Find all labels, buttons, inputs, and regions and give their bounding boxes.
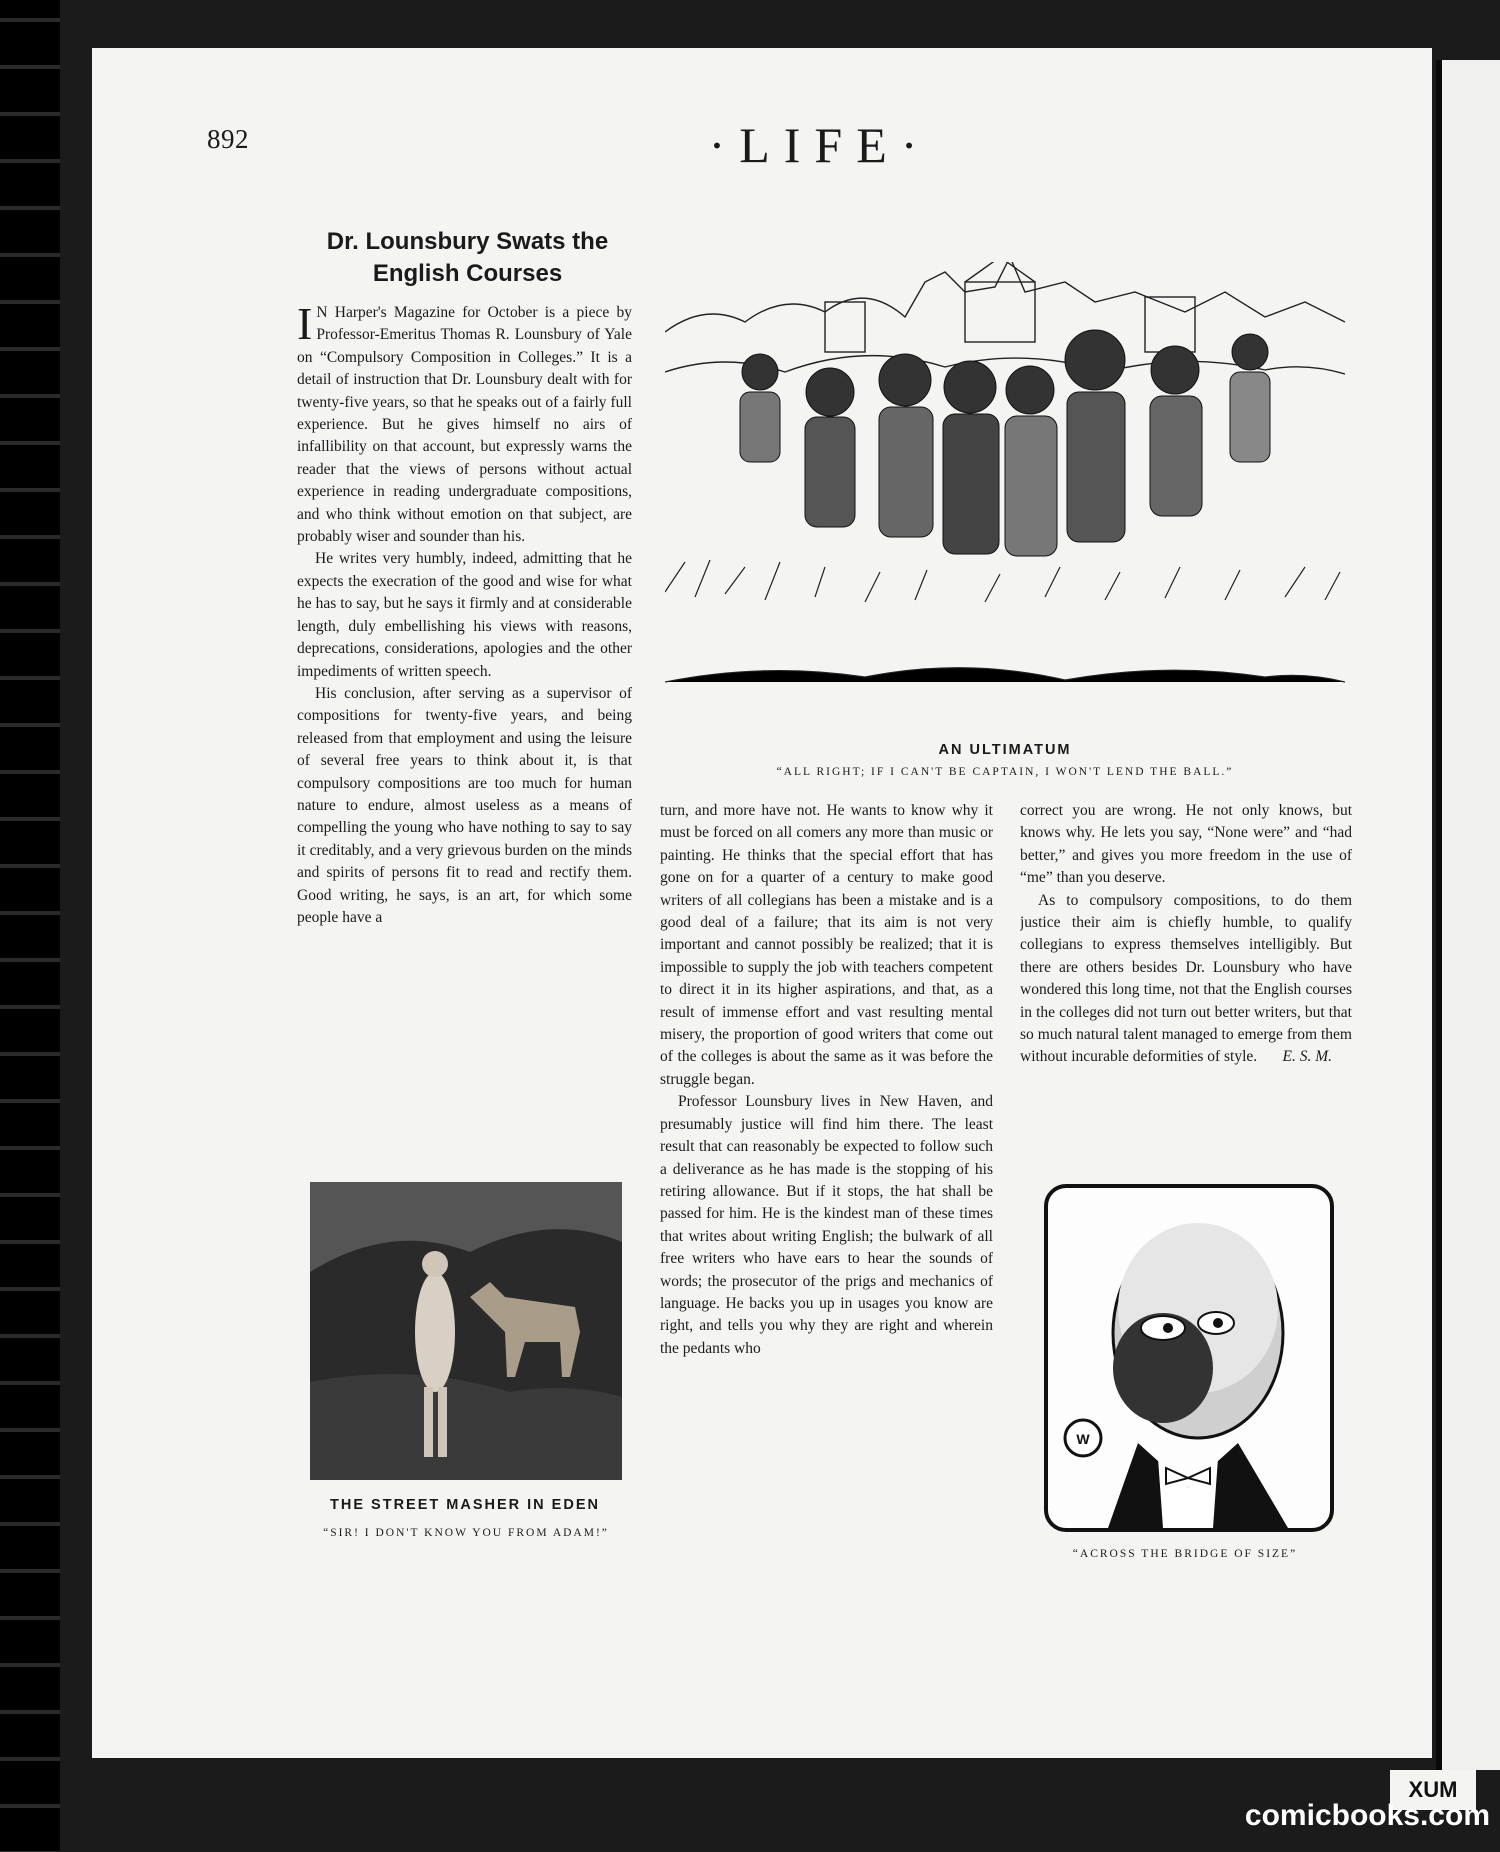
article-column-1 [297, 302, 632, 1158]
page-number: 892 [207, 124, 249, 154]
paragraph: I N Harper's Magazine for October is a piece by Professor-Emeritus Thomas R. Lounsbury of Yale on “Compulsory Composition in Colleges.” It is a detail of instruction that Dr. Lounsbury dealt with for twenty-five years, so that he speaks out of a fairly full experience. But he gives himself no airs of infallibility on that account, but expressly warns the reader that the views of persons without actual experience in reading undergraduate compositions, and who think without emotion on that subject, are probably wiser and sounder than his. [297, 302, 632, 546]
author-signature: E. S. M. [1282, 1048, 1332, 1066]
paragraph: Professor Lounsbury lives in New Haven, and presumably justice will find him there. The least result that can reasonably be expected to follow such a deliverance as he has made is the stopping of his retiring allowance. But if it stops, the hat shall be passed for him. He is the kindest man of these times that writes about writing English; the bulwark of all free writers who have ears to hear the sounds of words; the prosecutor of the prigs and mechanics of language. He backs you up in usages you know are right, and tells you why they are right and wherein the pedants who [660, 1093, 993, 1357]
next-page-edge [1436, 60, 1500, 1770]
paragraph: correct you are wrong. He not only knows, but knows why. He lets you say, “None were” and “had better,” and gives you more freedom in the use of “me” than you deserve. [1020, 802, 1352, 887]
eden-illustration [310, 1182, 622, 1480]
bridge-caption: “ACROSS THE BRIDGE OF SIZE” [1072, 1548, 1298, 1560]
ultimatum-cartoon [665, 262, 1345, 724]
site-watermark: comicbooks.com [1244, 1799, 1490, 1832]
bridge-portrait [1044, 1184, 1334, 1532]
ultimatum-title: AN ULTIMATUM [938, 742, 1072, 758]
eden-caption: “SIR! I DON'T KNOW YOU FROM ADAM!” [323, 1527, 609, 1539]
corner-mark: XUM [1390, 1770, 1476, 1810]
svg-text:W: W [1076, 1431, 1090, 1447]
scan-border [0, 0, 60, 1852]
masthead: ·LIFE· [708, 117, 932, 173]
article-column-3 [1020, 800, 1352, 1160]
paragraph: He writes very humbly, indeed, admitting that he expects the execration of the good and wise for what he has to say, but he says it firmly and at considerable length, duly embellishing his views with reasons, deprecations, considerations, apologies and the other impediments of written speech. [297, 550, 632, 680]
eden-title: THE STREET MASHER IN EDEN [330, 1497, 600, 1513]
paragraph: As to compulsory compositions, to do them justice their aim is chiefly humble, to qualify collegians to express themselves intelligibly. But there are others besides Dr. Lounsbury who have wondered this long time, not that the English courses in the colleges did not turn out better writers, but that so much natural talent managed to emerge from them without incurable deformities of style. E. S. M. [1020, 890, 1352, 1069]
article-title: Dr. Lounsbury Swats the English Courses [326, 228, 609, 287]
article-column-2 [660, 800, 993, 1700]
paragraph: His conclusion, after serving as a supervisor of compositions for twenty-five years, and being released from that employment and using the leisure of several free years to think about it, is that compulsory compositions are too much for human nature to endure, almost useless as a means of compelling the young who have nothing to say to say it creditably, and a very grievous burden on the minds and spirits of persons fit to read and rectify them. Good writing, he says, is an art, for which some people have a [297, 684, 632, 926]
paragraph: turn, and more have not. He wants to know why it must be forced on all comers any more than music or painting. He thinks that the special effort that has gone on for a quarter of a century to make good writers of all collegians has been a mistake and is a good deal of a failure; that its aim is not very important and cannot possibly be realized; that it is impossible to supply the job with teachers competent to direct it in its higher aspirations, and that, as a result of immense effort and vast resulting mental misery, the proportion of good writers that come out of the colleges is about the same as it was before the struggle began. [660, 802, 993, 1088]
portrait-drawing [1048, 1188, 1330, 1528]
eden-drawing [310, 1182, 622, 1480]
drop-cap: I [297, 302, 313, 349]
ultimatum-caption: “ALL RIGHT; IF I CAN'T BE CAPTAIN, I WON'T LEND THE BALL.” [776, 766, 1234, 778]
cartoon-drawing [665, 262, 1345, 724]
